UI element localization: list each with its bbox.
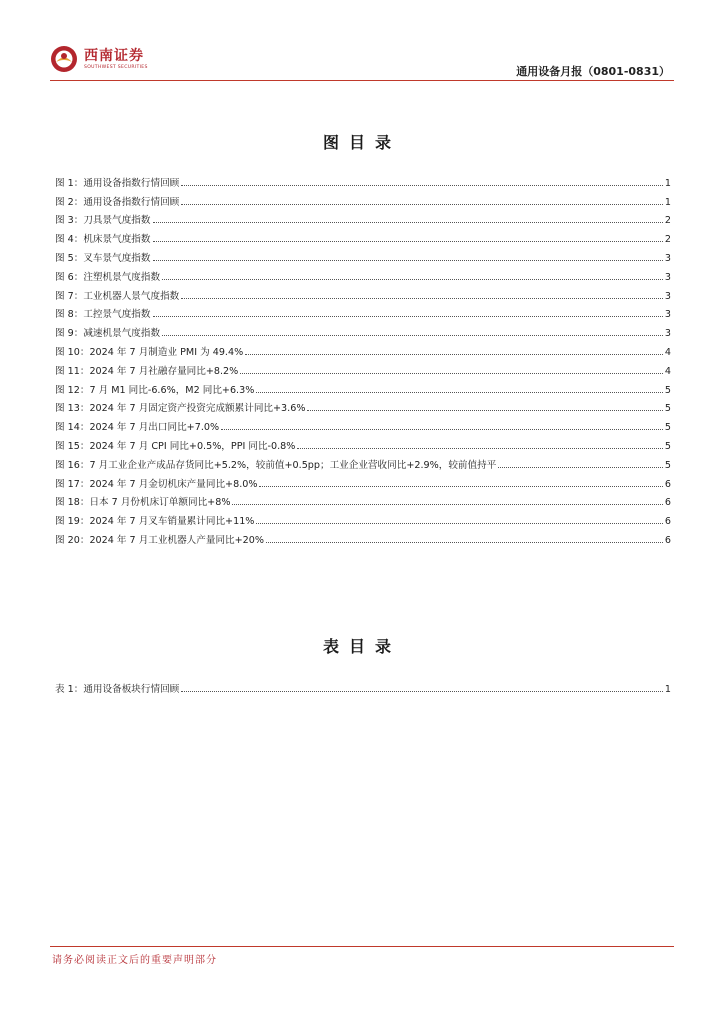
- toc-entry-label: 图 12：7 月 M1 同比-6.6%，M2 同比+6.3%: [55, 384, 255, 396]
- toc-entry-page: 3: [664, 309, 671, 321]
- table-index-title: 表目录: [322, 637, 401, 656]
- toc-entry-page: 2: [664, 215, 671, 227]
- logo-english-name: SOUTHWEST SECURITIES: [84, 64, 148, 70]
- figure-index-list: [55, 170, 671, 546]
- toc-leader-dots: [153, 241, 663, 242]
- report-title: 通用设备月报（0801-0831）: [516, 65, 670, 78]
- toc-entry-page: 3: [664, 290, 671, 302]
- toc-leader-dots: [181, 298, 663, 299]
- toc-entry-label: 图 8：工控景气度指数: [55, 309, 151, 321]
- toc-leader-dots: [181, 185, 663, 186]
- toc-entry[interactable]: [55, 414, 671, 433]
- footer-disclaimer: 请务必阅读正文后的重要声明部分: [52, 955, 217, 966]
- toc-entry-page: 1: [664, 196, 671, 208]
- toc-entry[interactable]: [55, 508, 671, 527]
- page-header: [50, 40, 674, 82]
- logo-chinese-name: 西南证券: [84, 47, 144, 64]
- toc-entry-label: 图 10：2024 年 7 月制造业 PMI 为 49.4%: [55, 346, 244, 358]
- toc-entry-label: 图 3：刀具景气度指数: [55, 215, 151, 227]
- toc-leader-dots: [153, 260, 663, 261]
- toc-leader-dots: [266, 542, 663, 543]
- toc-entry-label: 图 9：减速机景气度指数: [55, 328, 161, 340]
- toc-entry-label: 图 1：通用设备指数行情回顾: [55, 177, 180, 189]
- toc-entry-page: 5: [664, 459, 671, 471]
- toc-entry-page: 6: [664, 534, 671, 546]
- toc-entry[interactable]: [55, 452, 671, 471]
- toc-entry-label: 图 6：注塑机景气度指数: [55, 271, 161, 283]
- toc-entry-page: 3: [664, 271, 671, 283]
- toc-entry-label: 图 7：工业机器人景气度指数: [55, 290, 180, 302]
- toc-entry[interactable]: [55, 490, 671, 509]
- toc-entry[interactable]: [55, 226, 671, 245]
- toc-entry[interactable]: [55, 676, 671, 695]
- toc-leader-dots: [162, 279, 663, 280]
- toc-entry[interactable]: [55, 358, 671, 377]
- toc-entry-page: 3: [664, 252, 671, 264]
- logo-mark-icon: [50, 45, 78, 73]
- toc-entry-page: 1: [664, 177, 671, 189]
- toc-entry[interactable]: [55, 377, 671, 396]
- table-index-list: [55, 676, 671, 695]
- toc-entry-page: 6: [664, 516, 671, 528]
- toc-entry-page: 1: [664, 683, 671, 695]
- toc-entry[interactable]: [55, 396, 671, 415]
- toc-entry-label: 图 11：2024 年 7 月社融存量同比+8.2%: [55, 365, 239, 377]
- toc-leader-dots: [162, 335, 663, 336]
- company-logo: [50, 42, 148, 76]
- toc-entry-page: 2: [664, 234, 671, 246]
- toc-leader-dots: [256, 523, 662, 524]
- toc-entry[interactable]: [55, 170, 671, 189]
- toc-leader-dots: [297, 448, 663, 449]
- toc-leader-dots: [259, 486, 662, 487]
- toc-entry[interactable]: [55, 339, 671, 358]
- toc-entry-page: 4: [664, 346, 671, 358]
- toc-leader-dots: [153, 316, 663, 317]
- toc-leader-dots: [307, 410, 662, 411]
- toc-entry-label: 图 5：叉车景气度指数: [55, 252, 151, 264]
- figure-index-title: 图目录: [322, 133, 401, 152]
- toc-entry-label: 图 15：2024 年 7 月 CPI 同比+0.5%，PPI 同比-0.8%: [55, 440, 296, 452]
- toc-entry-label: 图 18：日本 7 月份机床订单额同比+8%: [55, 497, 231, 509]
- toc-entry-label: 图 13：2024 年 7 月固定资产投资完成额累计同比+3.6%: [55, 403, 306, 415]
- toc-entry-label: 表 1：通用设备板块行情回顾: [55, 683, 180, 695]
- toc-leader-dots: [181, 691, 663, 692]
- toc-entry-label: 图 2：通用设备指数行情回顾: [55, 196, 180, 208]
- toc-entry[interactable]: [55, 189, 671, 208]
- toc-leader-dots: [256, 392, 663, 393]
- toc-entry[interactable]: [55, 433, 671, 452]
- toc-entry[interactable]: [55, 208, 671, 227]
- toc-entry-label: 图 4：机床景气度指数: [55, 234, 151, 246]
- toc-entry-page: 6: [664, 478, 671, 490]
- toc-entry-label: 图 14：2024 年 7 月出口同比+7.0%: [55, 422, 220, 434]
- toc-entry-page: 5: [664, 384, 671, 396]
- toc-entry-page: 3: [664, 328, 671, 340]
- toc-entry-page: 6: [664, 497, 671, 509]
- toc-entry[interactable]: [55, 283, 671, 302]
- toc-entry-page: 4: [664, 365, 671, 377]
- header-divider: [50, 80, 674, 81]
- toc-entry[interactable]: [55, 527, 671, 546]
- toc-entry-page: 5: [664, 422, 671, 434]
- toc-entry[interactable]: [55, 320, 671, 339]
- toc-entry-label: 图 17：2024 年 7 月金切机床产量同比+8.0%: [55, 478, 258, 490]
- toc-entry[interactable]: [55, 264, 671, 283]
- toc-entry[interactable]: [55, 302, 671, 321]
- toc-leader-dots: [153, 222, 663, 223]
- footer-divider: [50, 946, 674, 947]
- toc-leader-dots: [232, 504, 662, 505]
- toc-leader-dots: [240, 373, 663, 374]
- toc-entry[interactable]: [55, 245, 671, 264]
- toc-leader-dots: [181, 204, 663, 205]
- toc-entry-label: 图 20：2024 年 7 月工业机器人产量同比+20%: [55, 534, 265, 546]
- toc-entry-page: 5: [664, 440, 671, 452]
- toc-entry-label: 图 16：7 月工业企业产成品存货同比+5.2%，较前值+0.5pp；工业企业营收同比+2.9%，较前值持平: [55, 459, 497, 471]
- toc-entry[interactable]: [55, 471, 671, 490]
- toc-leader-dots: [221, 429, 663, 430]
- toc-leader-dots: [245, 354, 663, 355]
- toc-entry-label: 图 19：2024 年 7 月叉车销量累计同比+11%: [55, 516, 255, 528]
- toc-entry-page: 5: [664, 403, 671, 415]
- toc-leader-dots: [498, 467, 663, 468]
